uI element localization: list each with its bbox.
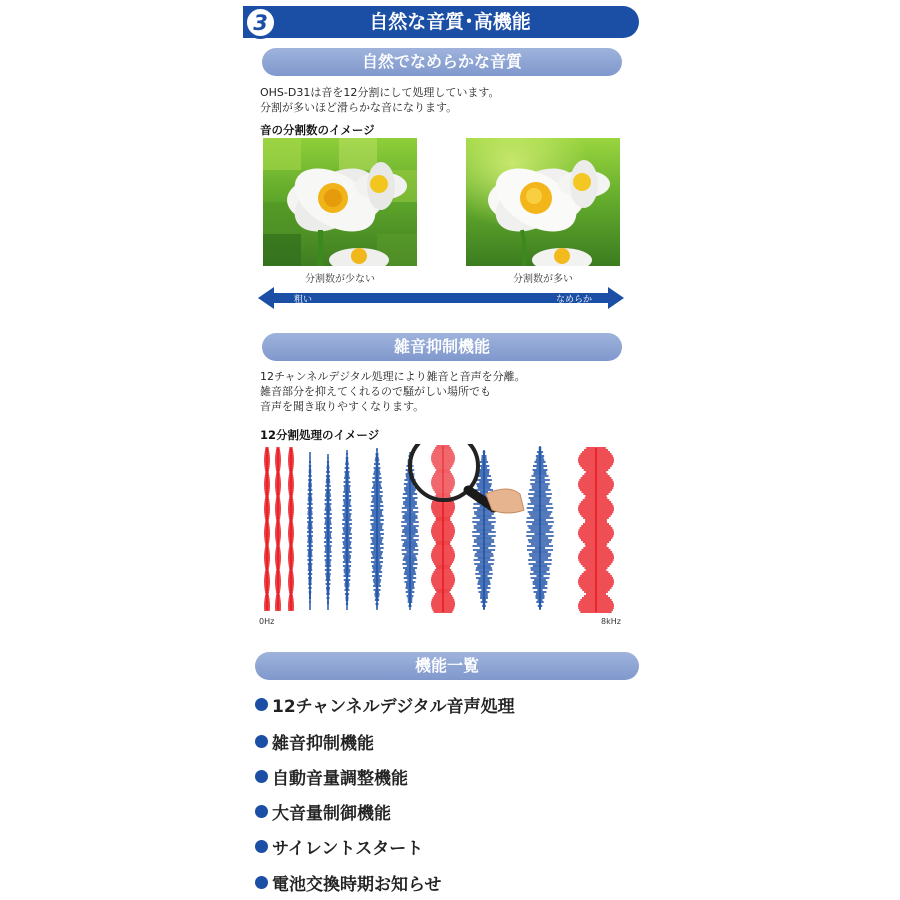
- waveform-illustration: [258, 444, 628, 616]
- feature-item: [255, 764, 408, 789]
- bullet-icon: [255, 735, 268, 748]
- natural-sound-desc-line2: 分割が多いほど滑らかな音になります。: [260, 101, 458, 114]
- axis-label-end: 8kHz: [601, 617, 621, 626]
- axis-label-start: 0Hz: [259, 617, 275, 626]
- channel-image-label: 12分割処理のイメージ: [260, 428, 380, 442]
- arrow-label-coarse: 粗い: [294, 295, 313, 305]
- daisy-photo-coarse: [263, 138, 417, 266]
- noise-desc-line3: 音声を聞き取りやすくなります。: [260, 400, 425, 413]
- feature-label: 雑音抑制機能: [272, 734, 374, 754]
- split-image-label: 音の分割数のイメージ: [260, 123, 375, 137]
- section-number-badge: 3: [244, 6, 277, 39]
- section-title-feature-list: 機能一覧: [255, 652, 639, 680]
- caption-coarse: 分割数が少ない: [305, 274, 375, 285]
- feature-item: [255, 834, 423, 859]
- noise-desc-line1: 12チャンネルデジタル処理により雑音と音声を分離。: [260, 370, 526, 383]
- feature-item: [255, 692, 515, 717]
- hand-graphic: [486, 489, 524, 513]
- feature-item: [255, 799, 391, 824]
- daisy-photo-smooth: [466, 138, 620, 266]
- bullet-icon: [255, 805, 268, 818]
- bullet-icon: [255, 840, 268, 853]
- feature-label: 電池交換時期お知らせ: [272, 875, 442, 895]
- bullet-icon: [255, 770, 268, 783]
- feature-item: [255, 870, 442, 895]
- feature-label: 大音量制御機能: [272, 804, 391, 824]
- feature-label: 自動音量調整機能: [272, 769, 408, 789]
- feature-item: [255, 729, 374, 754]
- bullet-icon: [255, 698, 268, 711]
- noise-desc-line2: 雑音部分を抑えてくれるので騒がしい場所でも: [260, 385, 491, 398]
- natural-sound-desc-line1: OHS-D31は音を12分割にして処理しています。: [260, 86, 500, 99]
- bullet-icon: [255, 876, 268, 889]
- page-title: 自然な音質･高機能: [369, 11, 531, 33]
- section-title-natural-sound: 自然でなめらかな音質: [262, 48, 622, 76]
- feature-label: サイレントスタート: [272, 839, 424, 859]
- feature-label: 12チャンネルデジタル音声処理: [272, 697, 515, 717]
- caption-smooth: 分割数が多い: [513, 274, 573, 285]
- section-title-noise-suppression: 雑音抑制機能: [262, 333, 622, 361]
- arrow-label-smooth: なめらか: [556, 295, 593, 305]
